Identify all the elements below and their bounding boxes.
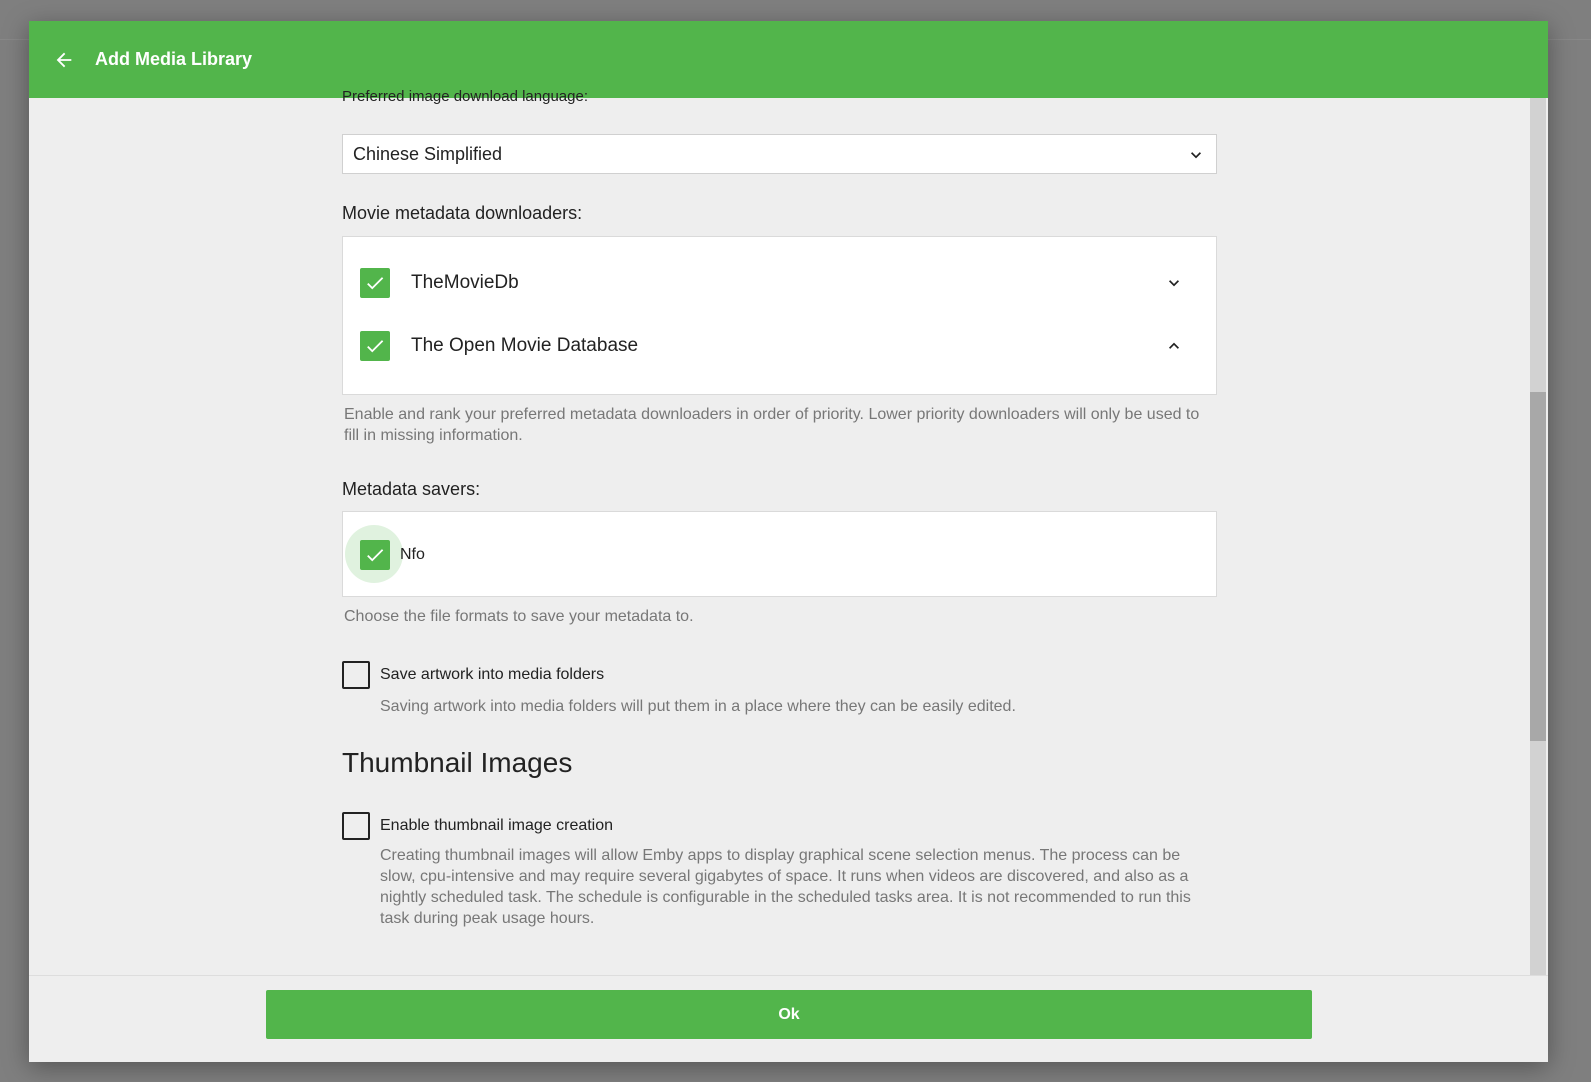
chevron-down-icon[interactable]	[1164, 273, 1184, 293]
downloader-row-omdb[interactable]	[343, 321, 1216, 371]
add-media-library-dialog	[29, 21, 1548, 1061]
saver-row-nfo[interactable]	[343, 530, 1216, 580]
dialog-footer	[29, 975, 1548, 1062]
downloader-label: TheMovieDb	[411, 272, 519, 293]
omdb-checkbox[interactable]	[360, 331, 390, 361]
thumbnail-help: Creating thumbnail images will allow Emby apps to display graphical scene selection menus. The process can be slow, cpu-intensive and may require several gigabytes of space. It runs when videos are discovered, and also as a nightly scheduled task. The schedule is configurable in the scheduled tasks area. It is not recommended to run this task during peak usage hours.	[380, 847, 1191, 927]
checkmark-icon	[364, 272, 386, 294]
metadata-savers-label: Metadata savers:	[342, 479, 481, 499]
dialog-content	[29, 88, 1548, 975]
save-artwork-help: Saving artwork into media folders will put them in a place where they can be easily edited.	[380, 698, 1016, 715]
image-language-select[interactable]	[342, 134, 1217, 174]
arrow-left-icon	[53, 49, 75, 71]
thumbnail-option-label: Enable thumbnail image creation	[380, 817, 614, 834]
image-language-value: Chinese Simplified	[353, 143, 503, 164]
scrollbar-thumb[interactable]	[1530, 392, 1546, 741]
movie-downloaders-label: Movie metadata downloaders:	[342, 203, 583, 223]
thumbnail-images-heading: Thumbnail Images	[342, 747, 573, 778]
save-artwork-label: Save artwork into media folders	[380, 666, 605, 683]
chevron-down-icon	[1186, 145, 1206, 165]
dialog-header	[29, 21, 1548, 98]
save-artwork-option[interactable]	[342, 661, 604, 689]
saver-label: Nfo	[400, 546, 425, 563]
metadata-savers-list	[342, 511, 1217, 597]
scrollbar[interactable]	[1530, 98, 1546, 975]
downloader-row-themoviedb[interactable]	[343, 258, 1216, 308]
downloader-label: The Open Movie Database	[411, 335, 639, 356]
dialog-title: Add Media Library	[95, 49, 253, 69]
thumbnail-checkbox[interactable]	[342, 812, 370, 840]
image-language-label: Preferred image download language:	[342, 88, 588, 105]
movie-downloaders-list	[342, 236, 1217, 395]
metadata-savers-help: Choose the file formats to save your metadata to.	[344, 608, 694, 625]
nfo-checkbox[interactable]	[360, 540, 390, 570]
ok-button[interactable]: Ok	[266, 990, 1312, 1039]
checkmark-icon	[364, 335, 386, 357]
thumbnail-option[interactable]	[342, 812, 613, 840]
themoviedb-checkbox[interactable]	[360, 268, 390, 298]
movie-downloaders-help: Enable and rank your preferred metadata downloaders in order of priority. Lower priority downloaders will only be used to fill in missing information.	[344, 406, 1200, 444]
chevron-up-icon[interactable]	[1164, 336, 1184, 356]
checkmark-icon	[364, 544, 386, 566]
save-artwork-checkbox[interactable]	[342, 661, 370, 689]
back-button[interactable]	[39, 35, 89, 85]
